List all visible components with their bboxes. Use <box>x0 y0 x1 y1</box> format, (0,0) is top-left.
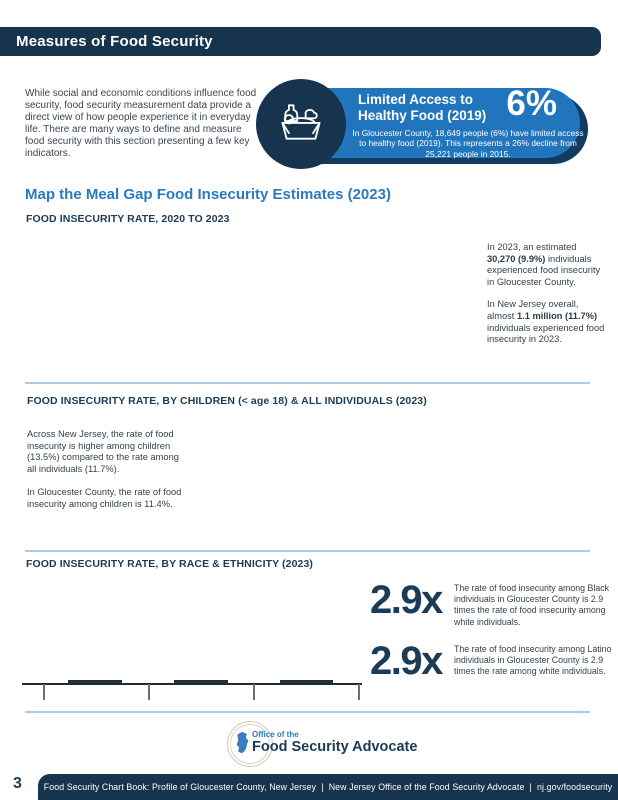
chart-axis-tick <box>43 684 45 700</box>
limited-access-callout <box>256 80 590 172</box>
callout-stat: 6% <box>506 84 557 123</box>
footer-bar <box>38 774 618 800</box>
note1-post: individuals experienced food insecurity in Gloucester County. <box>487 253 601 287</box>
race-stat-black <box>370 580 616 628</box>
note1-pre: In 2023, an estimated <box>487 242 577 252</box>
note-2023-county <box>487 242 605 288</box>
picnic-basket-icon <box>275 98 327 151</box>
race-stat-latino <box>370 641 616 681</box>
callout-title-line2: Healthy Food (2019) <box>358 108 487 123</box>
multiplier-value: 2.9x <box>370 578 442 622</box>
section-divider <box>25 382 590 384</box>
logo-food-security-advocate: Food Security Advocate <box>252 739 418 755</box>
nj-state-seal-icon <box>234 730 251 761</box>
page-number: 3 <box>13 775 22 792</box>
chart-axis-tick <box>253 684 255 700</box>
chart-axis-tick <box>148 684 150 700</box>
rate-notes-column <box>487 242 605 346</box>
chart-bar-remnant <box>174 680 228 683</box>
multiplier-value: 2.9x <box>370 639 442 683</box>
page-title-bar <box>0 27 601 56</box>
children-note-county: In Gloucester County, the rate of food insecurity among children is 11.4%. <box>27 486 182 509</box>
subheading-rate-children: FOOD INSECURITY RATE, BY CHILDREN (< age 18) & ALL INDIVIDUALS (2023) <box>27 395 427 407</box>
intro-paragraph: While social and economic conditions influence food security, food security measurement data provide a direct view of how people experience it in everyday life. There are many ways to define and measure food security with this section presenting a few key indicators. <box>25 88 257 159</box>
multiplier-text: The rate of food insecurity among Black individuals in Gloucester County is 2.9 times the rate of food insecurity among white individuals. <box>454 583 610 627</box>
chart-bar-remnant <box>280 680 333 683</box>
chart-bar-remnant <box>68 680 122 683</box>
page-title: Measures of Food Security <box>16 33 213 50</box>
subheading-rate-2020-2023: FOOD INSECURITY RATE, 2020 TO 2023 <box>26 213 230 225</box>
children-notes-column <box>27 429 190 510</box>
callout-title <box>358 92 486 124</box>
section-divider <box>25 711 590 713</box>
chart-axis-tick <box>358 684 360 700</box>
note2-post: individuals experienced food insecurity in 2023. <box>487 322 605 345</box>
note1-bold: 30,270 (9.9%) <box>487 253 546 264</box>
note-2023-state <box>487 299 605 345</box>
callout-title-line1: Limited Access to <box>358 92 474 107</box>
logo-office-of-the: Office of the <box>252 730 299 739</box>
section-divider <box>25 550 590 552</box>
footer-text: Food Security Chart Book: Profile of Gloucester County, New Jersey | New Jersey Office of the Food Security Advocate | nj.gov/foodsecurity <box>43 782 613 792</box>
section-heading-map-meal-gap: Map the Meal Gap Food Insecurity Estimates (2023) <box>25 186 391 203</box>
note2-bold: 1.1 million (11.7%) <box>516 310 598 321</box>
multiplier-text: The rate of food insecurity among Latino individuals in Gloucester County is 2.9 times the rate among white individuals. <box>454 644 612 677</box>
subheading-rate-race-ethnicity: FOOD INSECURITY RATE, BY RACE & ETHNICITY (2023) <box>26 558 313 570</box>
callout-body: In Gloucester County, 18,649 people (6%) have limited access to healthy food (2019). This represents a 26% decline from 25,221 people in 2015. <box>352 128 584 159</box>
ofsa-logo <box>227 721 417 768</box>
note2-pre: In New Jersey overall, almost <box>487 299 579 321</box>
children-note-state: Across New Jersey, the rate of food insecurity is higher among children (13.5%) compared to the rate among all individuals (11.7%). <box>27 429 179 475</box>
chart-x-axis <box>22 683 362 685</box>
callout-icon-circle <box>256 79 346 169</box>
